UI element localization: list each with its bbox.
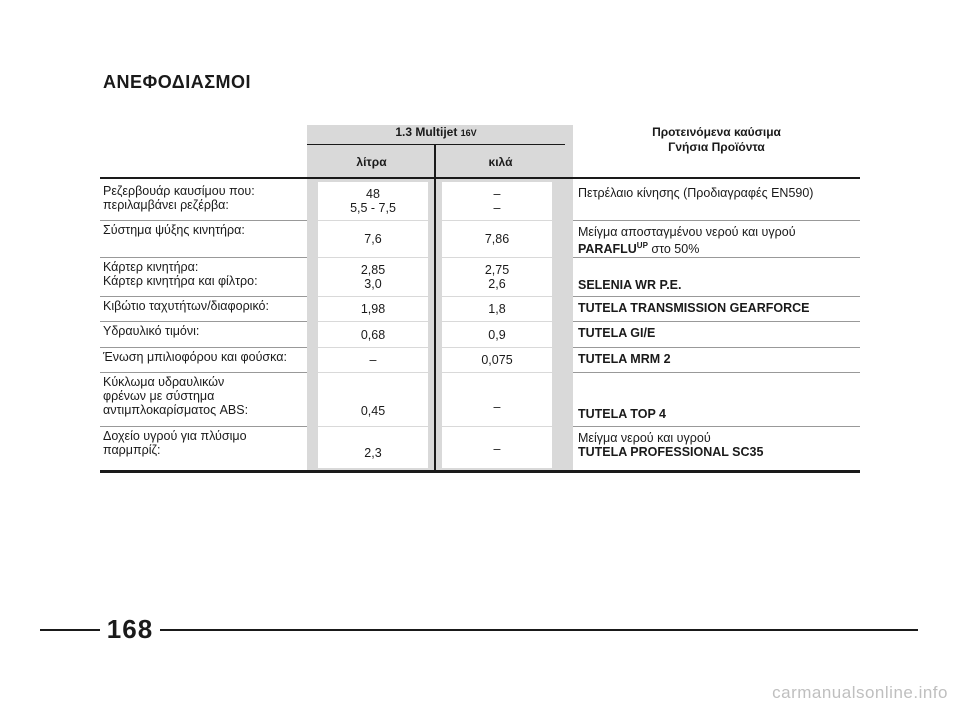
row-product bbox=[578, 431, 858, 459]
kila-cell bbox=[442, 221, 552, 257]
text-line: 7,86 bbox=[484, 232, 510, 246]
text-line: 2,75 bbox=[484, 263, 510, 277]
table-top-rule bbox=[100, 177, 860, 179]
row-product bbox=[578, 352, 858, 366]
litre-cell bbox=[318, 348, 428, 372]
column-divider bbox=[434, 144, 436, 472]
text-line: Κύκλωμα υδραυλικών bbox=[103, 375, 225, 389]
text-line: 5,5 - 7,5 bbox=[350, 201, 396, 215]
table-bottom-rule bbox=[100, 470, 860, 473]
engine-header bbox=[307, 125, 565, 139]
text-line: 0,45 bbox=[360, 404, 386, 418]
product-line-bold: $PARAFLU^{UP}$ στο 50% bbox=[578, 241, 700, 257]
litre-cell bbox=[318, 182, 428, 220]
row-separator bbox=[573, 296, 860, 297]
row-separator bbox=[100, 372, 307, 373]
row-label bbox=[103, 324, 303, 338]
product-line: SELENIA WR P.E. bbox=[578, 278, 682, 292]
text-line: Κάρτερ κινητήρα και φίλτρο: bbox=[103, 274, 258, 288]
text-line: παρμπρίζ: bbox=[103, 443, 161, 457]
engine-sub: 16V bbox=[460, 128, 477, 138]
row-label bbox=[103, 299, 303, 313]
footer-line-right bbox=[160, 629, 918, 631]
row-label bbox=[103, 350, 303, 364]
litre-cell bbox=[318, 427, 428, 468]
row-separator bbox=[573, 220, 860, 221]
row-separator bbox=[100, 426, 307, 427]
row-separator bbox=[100, 257, 307, 258]
product-line: Πετρέλαιο κίνησης (Προδιαγραφές EN590) bbox=[578, 186, 814, 200]
header-divider bbox=[307, 144, 565, 145]
kila-cell bbox=[442, 427, 552, 468]
text-line: Ρεζερβουάρ καυσίμου που: bbox=[103, 184, 255, 198]
product-line: Μείγμα νερού και υγρού bbox=[578, 431, 711, 445]
row-separator bbox=[573, 372, 860, 373]
page-number: 168 bbox=[106, 614, 154, 644]
row-product bbox=[578, 225, 858, 256]
text-line: περιλαμβάνει ρεζέρβα: bbox=[103, 198, 229, 212]
product-line: TUTELA MRM 2 bbox=[578, 352, 671, 366]
kila-cell bbox=[442, 182, 552, 220]
product-line: TUTELA TRANSMISSION GEARFORCE bbox=[578, 301, 810, 315]
product-line: TUTELA GI/E bbox=[578, 326, 656, 340]
kila-cell bbox=[442, 322, 552, 347]
text-line: – bbox=[369, 353, 377, 367]
text-line: 0,9 bbox=[488, 327, 506, 342]
engine-name: 1.3 Multijet bbox=[395, 125, 458, 139]
text-line: αντιμπλοκαρίσματος ABS: bbox=[103, 403, 249, 417]
text-line: – bbox=[493, 400, 501, 414]
product-line: TUTELA TOP 4 bbox=[578, 407, 666, 421]
product-line: Μείγμα αποσταγμένου νερού και υγρού bbox=[578, 225, 796, 239]
text-line: Ένωση μπιλιοφόρου και φούσκα: bbox=[103, 350, 287, 364]
text-line: φρένων με σύστημα bbox=[103, 389, 215, 403]
row-label bbox=[103, 260, 303, 288]
row-separator bbox=[573, 426, 860, 427]
text-line: – bbox=[493, 187, 501, 201]
page-title: ΑΝΕΦΟΔΙΑΣΜΟΙ bbox=[103, 72, 252, 92]
row-separator bbox=[100, 220, 307, 221]
text-line: 2,6 bbox=[488, 277, 506, 291]
row-separator bbox=[573, 257, 860, 258]
kila-cell bbox=[442, 373, 552, 426]
products-header-line1: Προτεινόμενα καύσιμα bbox=[652, 125, 781, 139]
row-separator bbox=[100, 321, 307, 322]
row-product bbox=[578, 301, 858, 315]
watermark: carmanualsonline.info bbox=[772, 683, 948, 702]
text-line: 3,0 bbox=[364, 277, 382, 291]
text-line: 2,85 bbox=[360, 263, 386, 277]
row-product bbox=[578, 186, 858, 200]
kila-header: κιλά bbox=[488, 155, 513, 169]
text-line: 1,8 bbox=[488, 302, 506, 316]
text-line: 2,3 bbox=[364, 446, 382, 460]
litre-cell bbox=[318, 373, 428, 426]
row-separator bbox=[100, 347, 307, 348]
kila-cell bbox=[442, 258, 552, 296]
text-line: 7,6 bbox=[364, 232, 382, 246]
text-line: 1,98 bbox=[360, 302, 386, 316]
row-product bbox=[578, 407, 858, 421]
text-line: – bbox=[493, 442, 501, 456]
litre-cell bbox=[318, 322, 428, 347]
text-line: 0,68 bbox=[360, 327, 386, 342]
text-line: – bbox=[493, 201, 501, 215]
products-header-line2: Γνήσια Προϊόντα bbox=[668, 140, 765, 154]
footer-line-left bbox=[40, 629, 100, 631]
row-product bbox=[578, 278, 858, 292]
kila-cell bbox=[442, 348, 552, 372]
text-line: Κάρτερ κινητήρα: bbox=[103, 260, 199, 274]
kila-cell bbox=[442, 297, 552, 321]
text-line: Δοχείο υγρού για πλύσιμο bbox=[103, 429, 247, 443]
product-line: TUTELA PROFESSIONAL SC35 bbox=[578, 445, 764, 459]
row-label bbox=[103, 375, 303, 417]
row-separator bbox=[573, 347, 860, 348]
text-line: 0,075 bbox=[481, 353, 513, 367]
litre-cell bbox=[318, 258, 428, 296]
row-label bbox=[103, 429, 303, 457]
text-line: Σύστημα ψύξης κινητήρα: bbox=[103, 223, 245, 237]
litre-cell bbox=[318, 221, 428, 257]
text-line: 48 bbox=[366, 187, 380, 201]
text-line: Κιβώτιο ταχυτήτων/διαφορικό: bbox=[103, 299, 269, 313]
litre-header: λίτρα bbox=[356, 155, 387, 169]
row-label bbox=[103, 184, 303, 212]
products-header bbox=[573, 125, 860, 155]
row-label bbox=[103, 223, 303, 237]
row-separator bbox=[573, 321, 860, 322]
litre-cell bbox=[318, 297, 428, 321]
row-product bbox=[578, 326, 858, 340]
row-separator bbox=[100, 296, 307, 297]
text-line: Υδραυλικό τιμόνι: bbox=[103, 324, 200, 338]
